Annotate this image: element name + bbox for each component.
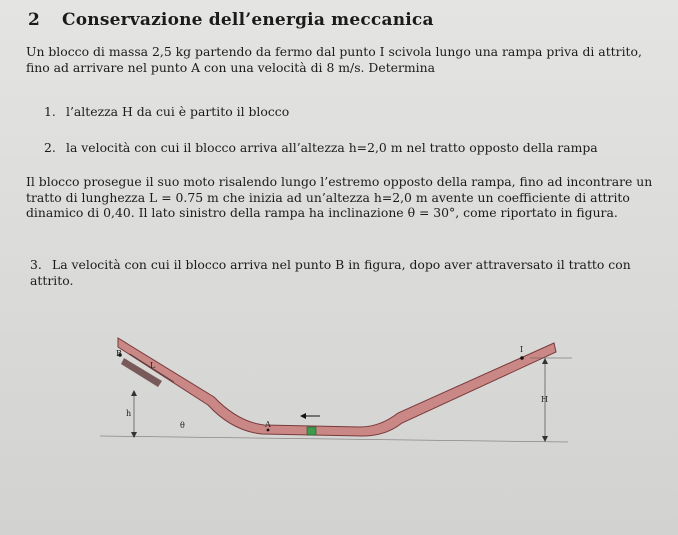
question-1 <box>44 104 644 120</box>
velocity-arrowhead-icon <box>300 413 306 419</box>
question-1-text: l’altezza H da cui è partito il blocco <box>66 104 290 119</box>
ground-line <box>100 436 568 442</box>
point-I <box>520 356 524 360</box>
label-A: A <box>265 420 271 429</box>
H-arrow-up-icon <box>542 358 548 364</box>
section-heading <box>28 10 434 30</box>
label-theta: θ <box>180 421 185 430</box>
H-arrow-down-icon <box>542 436 548 442</box>
question-2-text: la velocità con cui il blocco arriva all’altezza h=2,0 m nel tratto opposto della rampa <box>66 140 598 155</box>
ramp-figure <box>0 330 678 535</box>
h-arrow-down-icon <box>131 432 137 438</box>
question-2-number: 2. <box>44 140 56 155</box>
h-arrow-up-icon <box>131 390 137 396</box>
question-3-text: La velocità con cui il blocco arriva nel punto B in figura, dopo aver attraversato il tratto con attrito. <box>30 257 631 288</box>
question-3-number: 3. <box>30 257 42 272</box>
question-2 <box>44 140 644 156</box>
intro-paragraph: Un blocco di massa 2,5 kg partendo da fermo dal punto I scivola lungo una rampa priva di attrito, fino ad arrivare nel punto A con una velocità di 8 m/s. Determina <box>26 44 642 75</box>
question-1-number: 1. <box>44 104 56 119</box>
point-A <box>267 429 270 432</box>
label-h: h <box>126 409 132 418</box>
label-B: B <box>116 349 122 358</box>
block <box>307 427 316 435</box>
label-I: I <box>520 345 524 354</box>
label-H: H <box>541 395 548 404</box>
section-title: Conservazione dell’energia meccanica <box>62 10 434 30</box>
continuation-paragraph: Il blocco prosegue il suo moto risalendo lungo l’estremo opposto della rampa, fino ad incontrare un tratto di lunghezza L = 0.75 m che inizia ad un’altezza h=2,0 m avente un coefficiente di attrito dinamico di 0,40. Il lato sinistro della rampa ha inclinazione θ = 30°, come riportato in figura. <box>26 174 653 220</box>
question-3 <box>30 257 645 288</box>
label-L: L <box>150 361 156 370</box>
section-number: 2 <box>28 10 41 30</box>
